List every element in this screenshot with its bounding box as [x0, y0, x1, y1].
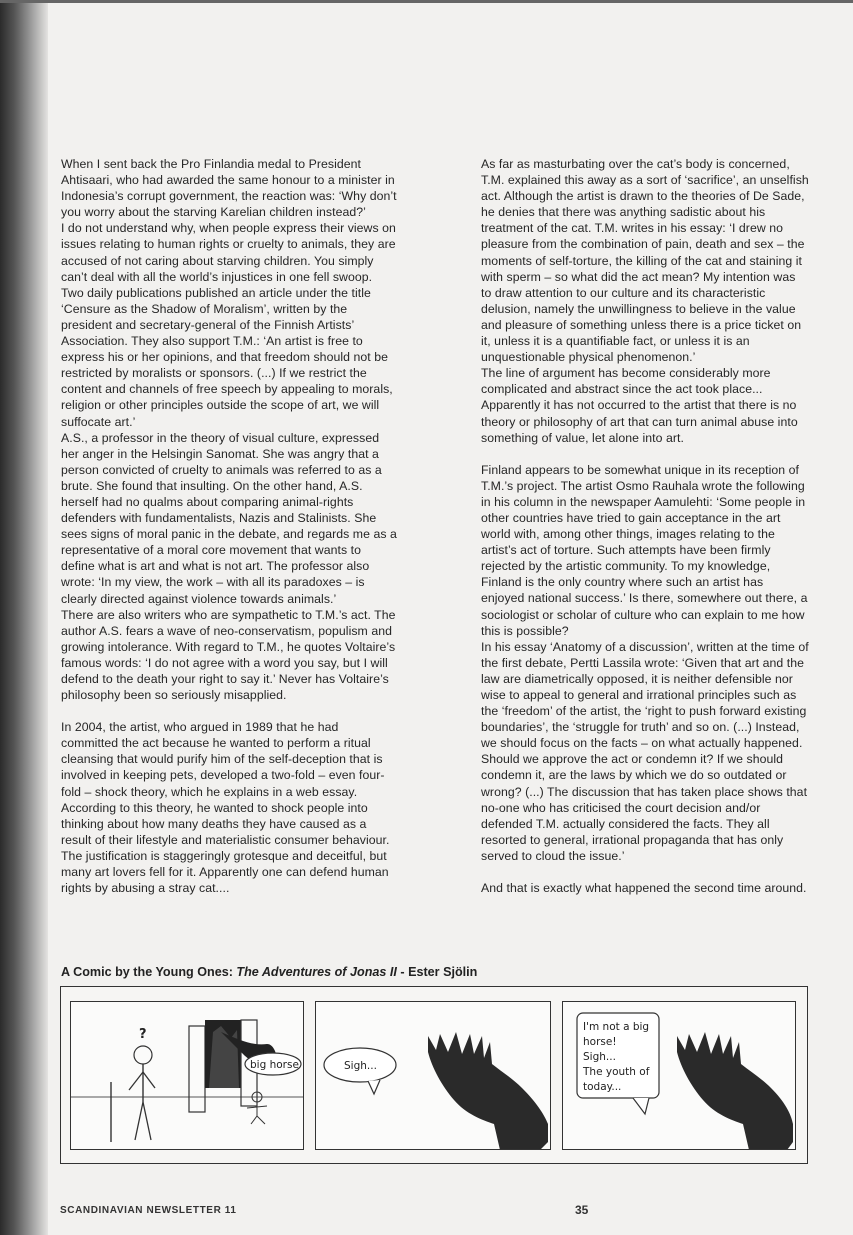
top-rule [0, 0, 853, 3]
paragraph: And that is exactly what happened the second time around. [481, 881, 807, 896]
article-column-left [61, 156, 397, 896]
comic-panel-3 [562, 1001, 796, 1150]
paragraph: When I sent back the Pro Finlandia medal to President Ahtisaari, who had awarded the same honour to a minister in Indonesia’s corrupt government, the reaction was: ‘Why don’t you worry about the starving Karelian children instead?’ [61, 157, 397, 220]
panel1-speech-bubble: big horse [250, 1059, 299, 1071]
panel3-bubble-line: I'm not a big [583, 1021, 650, 1033]
comic-panel-1 [70, 1001, 304, 1150]
page-spine-shadow [0, 0, 48, 1235]
paragraph: In his essay ‘Anatomy of a discussion’, written at the time of the first debate, Pertti Lassila wrote: ‘Given that art and the law are diametrically opposed, it is neither defensible nor wise to appeal to general and irrational principles such as the ‘freedom’ of the artist, the ‘right to push forward existing boundaries’, the ‘struggle for truth’ and so on. (...) Instead, we should focus on the facts – on what actually happened. Should we approve the act or condemn it? If we should condemn it, are the laws by which we do so outdated or wrong? (...) The discussion that has taken place shows that no-one who has criticised the court decision and/or defended T.M. actually considered the facts. They all resorted to general, irrational propaganda that has only served to cloud the issue.’ [481, 639, 809, 863]
comic-panel-2-art [316, 1002, 551, 1150]
panel3-bubble-line: Sigh... [583, 1051, 616, 1063]
paragraph: In 2004, the artist, who argued in 1989 that he had committed the act because he wanted to perform a ritual cleansing that would purify him of the self-deception that is involved in keeping pets, developed a two-fold – even four-fold – shock theory, which he explains in a web essay. According to this theory, he wanted to shock people into thinking about how many deaths they have caused as a result of their lifestyle and materialistic consumer behaviour. The justification is staggeringly grotesque and deceitful, but many art lovers fell for it. Apparently one can defend human rights by abusing a stray cat.... [61, 720, 390, 896]
panel1-question-mark: ? [139, 1027, 147, 1042]
paragraph: Finland appears to be somewhat unique in its reception of T.M.’s project. The artist Osmo Rauhala wrote the following in his column in the newspaper Aamulehti: ‘Some people in other countries have tried to gain acceptance in the art world with, among other things, images relating to the artist’s act of torture. Such attempts have been firmly rejected by the artistic community. To my knowledge, Finland is the only country where such an artist has enjoyed national success.’ Is there, somewhere out there, a sociologist or scholar of culture who can explain to me how this is possible? [481, 462, 808, 638]
comic-heading-title: The Adventures of Jonas II [236, 965, 397, 979]
comic-heading-suffix: - Ester Sjölin [396, 965, 478, 979]
paragraph: Two daily publications published an article under the title ‘Censure as the Shadow of Moralism’, written by the president and secretary-general of the Finnish Artists’ Association. They also support T.M.: ‘An artist is free to express his or her opinions, and that freedom should not be restricted by moralists or sponsors. (...) If we restrict the content and channels of free speech by appealing to morals, religion or other principles outside the scope of art, we will suffocate art.’ [61, 285, 393, 429]
page-number: 35 [575, 1203, 589, 1217]
article-column-right [481, 156, 809, 896]
comic-panel-3-art [563, 1002, 796, 1150]
comic-heading-prefix: A Comic by the Young Ones: [61, 965, 237, 979]
paragraph: The line of argument has become considerably more complicated and abstract since the act took place... Apparently it has not occurred to the artist that there is no theory or philosophy of art that can turn animal abuse into something of value, let alone into art. [481, 366, 798, 445]
panel2-speech-bubble: Sigh... [344, 1060, 377, 1072]
paragraph: There are also writers who are sympathetic to T.M.’s act. The author A.S. fears a wave of neo-conservatism, populism and growing intolerance. With regard to T.M., he quotes Voltaire’s famous words: ‘I do not agree with a word you say, but I will defend to the death your right to say it.’ Never has Voltaire’s philosophy been so seriously misapplied. [61, 607, 396, 703]
paragraph: As far as masturbating over the cat’s body is concerned, T.M. explained this away as a sort of ‘sacrifice’, an unselfish act. Although the artist is drawn to the theories of De Sade, he denies that there was anything sadistic about his treatment of the cat. T.M. writes in his essay: ‘I drew no pleasure from the combination of pain, death and sex – the moments of self-torture, the killing of the cat and staining it with sperm – so what did the act mean? My intention was to draw attention to our culture and its characteristic delusion, namely the unwillingness to believe in the value and pleasure of something unless there is a price ticket on it, unless it is a quantifiable fact, or unless it is an unquestionable physical phenomenon.’ [481, 157, 809, 365]
comic-panel-2 [315, 1001, 551, 1150]
panel3-bubble-line: horse! [583, 1036, 617, 1048]
panel3-bubble-line: The youth of [583, 1066, 650, 1078]
comic-panel-1-art [71, 1002, 304, 1150]
comic-heading [61, 965, 477, 979]
paragraph: A.S., a professor in the theory of visual culture, expressed her anger in the Helsingin Sanomat. She was angry that a person convicted of cruelty to animals was referred to as a brute. She found that insulting. On the other hand, A.S. herself had no qualms about comparing animal-rights defenders with fundamentalists, Nazis and Stalinists. She sees signs of moral panic in the debate, and regards me as a representative of a moral core movement that wants to define what is art and what is not art. The professor also wrote: ‘In my view, the work – with all its paradoxes – is clearly directed against violence towards animals.’ [61, 430, 397, 606]
paragraph: I do not understand why, when people express their views on issues relating to human rights or cruelty to animals, they are accused of not caring about starving children. You simply can’t deal with all the world’s injustices in one fell swoop. [61, 221, 396, 284]
comic-strip [60, 986, 808, 1164]
panel3-bubble-line: today... [583, 1081, 622, 1093]
publication-footer: SCANDINAVIAN NEWSLETTER 11 [60, 1205, 237, 1216]
